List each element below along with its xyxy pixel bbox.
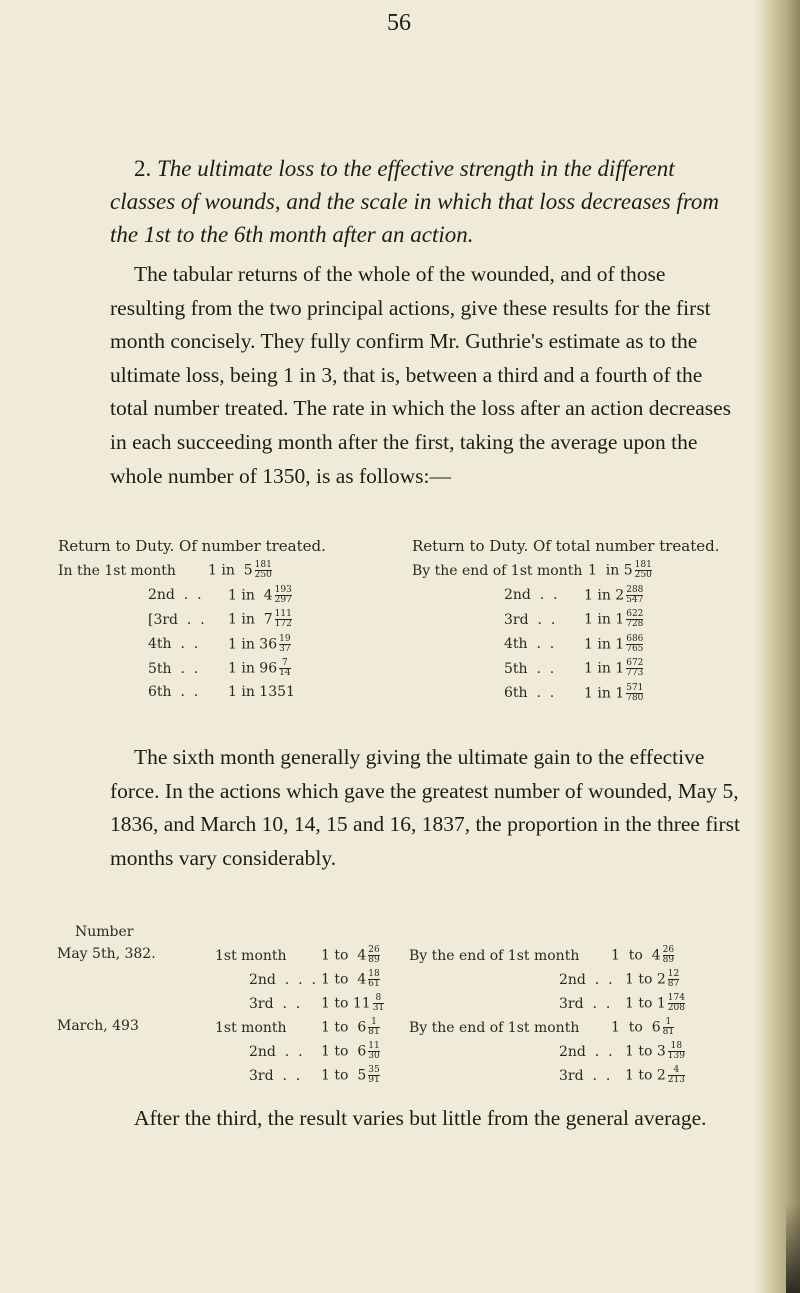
- action-left-row: [249, 1042, 380, 1061]
- row-value: 1 to 3: [625, 1043, 666, 1060]
- action-right-row: [409, 1018, 674, 1037]
- fraction-denominator: 91: [368, 1075, 380, 1085]
- fraction-numerator: 11: [368, 1041, 380, 1051]
- row-value: 1 in 1351: [228, 683, 295, 700]
- row-value: 1 in 1: [584, 611, 625, 628]
- fraction-numerator: 18: [368, 969, 380, 979]
- action-name: May 5th, 382.: [57, 946, 156, 962]
- row-label: 2nd . .: [504, 587, 558, 603]
- row-fraction: [668, 1066, 685, 1085]
- fraction-numerator: 181: [634, 560, 652, 570]
- fraction-denominator: 81: [368, 1027, 380, 1037]
- right-table-row: [504, 635, 643, 654]
- fraction-denominator: 31: [372, 1003, 385, 1013]
- row-fraction: [368, 1018, 379, 1037]
- fraction-numerator: 174: [667, 993, 685, 1003]
- row-fraction: [275, 610, 292, 629]
- section-heading: [110, 152, 740, 251]
- row-value: 1 to 6: [321, 1019, 367, 1036]
- row-label: [3rd . .: [148, 611, 205, 628]
- fraction-denominator: 547: [626, 594, 644, 605]
- fraction-numerator: 571: [626, 682, 644, 693]
- fraction-numerator: 18: [668, 1042, 685, 1052]
- fraction-denominator: 172: [274, 619, 292, 629]
- row-label: 1st month: [215, 1019, 287, 1036]
- actions-comparison-table: [57, 924, 753, 1104]
- left-table-row: [148, 659, 291, 678]
- row-label: By the end of 1st month: [409, 947, 580, 964]
- page-edge-shadow: [754, 0, 800, 1293]
- row-label: 6th . .: [148, 683, 199, 700]
- page-number: 56: [387, 10, 411, 36]
- fraction-denominator: 61: [368, 979, 380, 989]
- action-right-row: [559, 994, 685, 1013]
- row-value: 1 to 4: [321, 971, 367, 988]
- row-label: 4th . .: [148, 636, 199, 652]
- row-value: 1 in 2: [584, 587, 625, 603]
- row-fraction: [626, 635, 643, 654]
- row-label: 3rd . .: [249, 1067, 301, 1084]
- row-value: 1 in 5: [208, 562, 253, 579]
- fraction-numerator: 181: [254, 560, 272, 570]
- row-value: 1 to 5: [321, 1067, 367, 1084]
- fraction-numerator: 12: [667, 969, 680, 979]
- row-value: 1 to 2: [625, 1067, 666, 1084]
- row-label: 2nd . . .: [249, 971, 316, 988]
- row-value: 1 in 4: [228, 587, 273, 603]
- fraction-numerator: 111: [274, 609, 292, 619]
- fraction-numerator: 19: [279, 633, 291, 644]
- fraction-denominator: 213: [667, 1075, 685, 1085]
- fraction-denominator: 773: [626, 668, 644, 678]
- fraction-numerator: 26: [662, 945, 675, 955]
- fraction-denominator: 765: [626, 643, 644, 654]
- row-fraction: [275, 586, 292, 605]
- action-right-row: [409, 946, 674, 965]
- fraction-denominator: 250: [634, 570, 652, 580]
- row-label: By the end of 1st month: [409, 1019, 580, 1036]
- action-left-row: [215, 946, 380, 965]
- paragraph-2: The sixth month generally giving the ultimate gain to the effective force. In the actions which gave the greatest number of wounded, May 5, 1836, and March 10, 14, 15 and 16, 1837, the proportion in the three first months vary considerably.: [110, 745, 740, 870]
- action-right-row: [559, 1042, 685, 1061]
- right-table-row: [504, 684, 643, 703]
- fraction-denominator: 89: [662, 955, 675, 965]
- action-right-row: [559, 970, 679, 989]
- section-title: The ultimate loss to the effective strength in the different classes of wounds, and the scale in which that loss decreases from the 1st to the 6th month after an action.: [110, 156, 720, 247]
- row-label: 2nd . .: [559, 971, 613, 988]
- fraction-numerator: 35: [368, 1065, 380, 1075]
- right-table-row: [412, 561, 652, 580]
- page-corner-shadow: [786, 1203, 800, 1293]
- row-label: 1st month: [215, 947, 287, 964]
- fraction-numerator: 8: [373, 994, 384, 1004]
- fraction-numerator: 672: [626, 658, 644, 668]
- section-number: 2.: [134, 156, 152, 181]
- row-label: 2nd . .: [148, 587, 202, 603]
- right-column-header: Return to Duty. Of total number treated.: [412, 537, 720, 555]
- row-fraction: [368, 1042, 379, 1061]
- left-table-row: [148, 610, 292, 629]
- row-fraction: [668, 970, 679, 989]
- row-value: 1 to 4: [611, 947, 661, 964]
- fraction-denominator: 87: [667, 979, 680, 989]
- row-label: 3rd . .: [559, 1067, 611, 1084]
- row-value: 1 in 1: [584, 660, 625, 677]
- fraction-numerator: 1: [368, 1018, 379, 1028]
- left-table-row: [148, 684, 295, 700]
- fraction-denominator: 139: [667, 1051, 685, 1061]
- row-fraction: [368, 1066, 379, 1085]
- row-label: By the end of 1st month: [412, 562, 583, 579]
- row-label: 3rd . .: [249, 995, 301, 1012]
- fraction-numerator: 26: [368, 945, 380, 955]
- left-column-header: Return to Duty. Of number treated.: [58, 537, 326, 555]
- right-table-row: [504, 610, 643, 629]
- row-value: 1 in 1: [584, 685, 625, 701]
- row-value: 1 in 5: [588, 562, 633, 579]
- row-value: 1 to 6: [611, 1019, 661, 1036]
- fraction-denominator: 30: [368, 1051, 380, 1061]
- row-fraction: [626, 610, 643, 629]
- action-name: March, 493: [57, 1018, 139, 1034]
- action-left-row: [249, 994, 384, 1013]
- fraction-numerator: 622: [626, 609, 644, 619]
- row-value: 1 to 2: [625, 971, 666, 988]
- fraction-numerator: 4: [668, 1066, 685, 1076]
- row-label: 4th . .: [504, 636, 555, 652]
- return-to-duty-table: [58, 537, 758, 737]
- row-fraction: [668, 994, 685, 1013]
- row-fraction: [668, 1042, 685, 1061]
- paragraph-3: After the third, the result varies but little from the general average.: [134, 1106, 707, 1130]
- left-table-row: [148, 635, 291, 654]
- row-value: 1 to 1: [625, 995, 666, 1012]
- row-value: 1 in 96: [228, 660, 278, 677]
- fraction-denominator: 89: [368, 955, 380, 965]
- fraction-denominator: 208: [667, 1003, 685, 1013]
- row-value: 1 to 11: [321, 995, 371, 1012]
- row-label: 2nd . .: [559, 1043, 613, 1060]
- right-table-row: [504, 586, 643, 605]
- fraction-numerator: 193: [274, 584, 292, 595]
- row-value: 1 to 4: [321, 947, 367, 964]
- fraction-denominator: 81: [662, 1027, 675, 1037]
- fraction-denominator: 37: [279, 643, 291, 654]
- row-fraction: [373, 994, 384, 1013]
- action-right-row: [559, 1066, 685, 1085]
- right-table-row: [504, 659, 643, 678]
- left-table-row: [58, 561, 272, 580]
- paragraph-1: The tabular returns of the whole of the wounded, and of those resulting from the two principal actions, give these results for the first month concisely. They fully confirm Mr. Guthrie's estimate as to the ultimate loss, being 1 in 3, that is, between a third and a fourth of the total number treated. The rate in which the loss after an action decreases in each succeeding month after the first, taking the average upon the whole number of 1350, is as follows:—: [110, 262, 732, 488]
- fraction-denominator: 780: [626, 692, 644, 703]
- row-fraction: [626, 659, 643, 678]
- row-label: 5th . .: [504, 660, 555, 677]
- row-value: 1 in 36: [228, 636, 278, 652]
- row-value: 1 to 6: [321, 1043, 367, 1060]
- fraction-numerator: 7: [279, 659, 290, 669]
- action-left-row: [249, 1066, 380, 1085]
- row-label: In the 1st month: [58, 562, 176, 579]
- action-left-row: [215, 1018, 380, 1037]
- fraction-numerator: 1: [663, 1018, 674, 1028]
- row-value: 1 in 7: [228, 611, 273, 628]
- row-label: 3rd . .: [559, 995, 611, 1012]
- action-left-row: [249, 970, 380, 989]
- row-value: 1 in 1: [584, 636, 625, 652]
- fraction-denominator: 297: [274, 594, 292, 605]
- row-fraction: [368, 946, 379, 965]
- row-fraction: [626, 586, 643, 605]
- fraction-numerator: 686: [626, 633, 644, 644]
- row-label: 3rd . .: [504, 611, 556, 628]
- fraction-denominator: 14: [279, 668, 291, 678]
- row-fraction: [279, 659, 290, 678]
- fraction-denominator: 728: [626, 619, 644, 629]
- row-fraction: [368, 970, 379, 989]
- row-fraction: [663, 1018, 674, 1037]
- fraction-denominator: 250: [254, 570, 272, 580]
- row-label: 5th . .: [148, 660, 199, 677]
- number-header: Number: [75, 924, 134, 940]
- row-fraction: [635, 561, 652, 580]
- row-fraction: [255, 561, 272, 580]
- row-label: 2nd . .: [249, 1043, 303, 1060]
- row-fraction: [279, 635, 290, 654]
- row-fraction: [626, 684, 643, 703]
- fraction-numerator: 288: [626, 584, 644, 595]
- row-label: 6th . .: [504, 685, 555, 701]
- left-table-row: [148, 586, 292, 605]
- row-fraction: [663, 946, 674, 965]
